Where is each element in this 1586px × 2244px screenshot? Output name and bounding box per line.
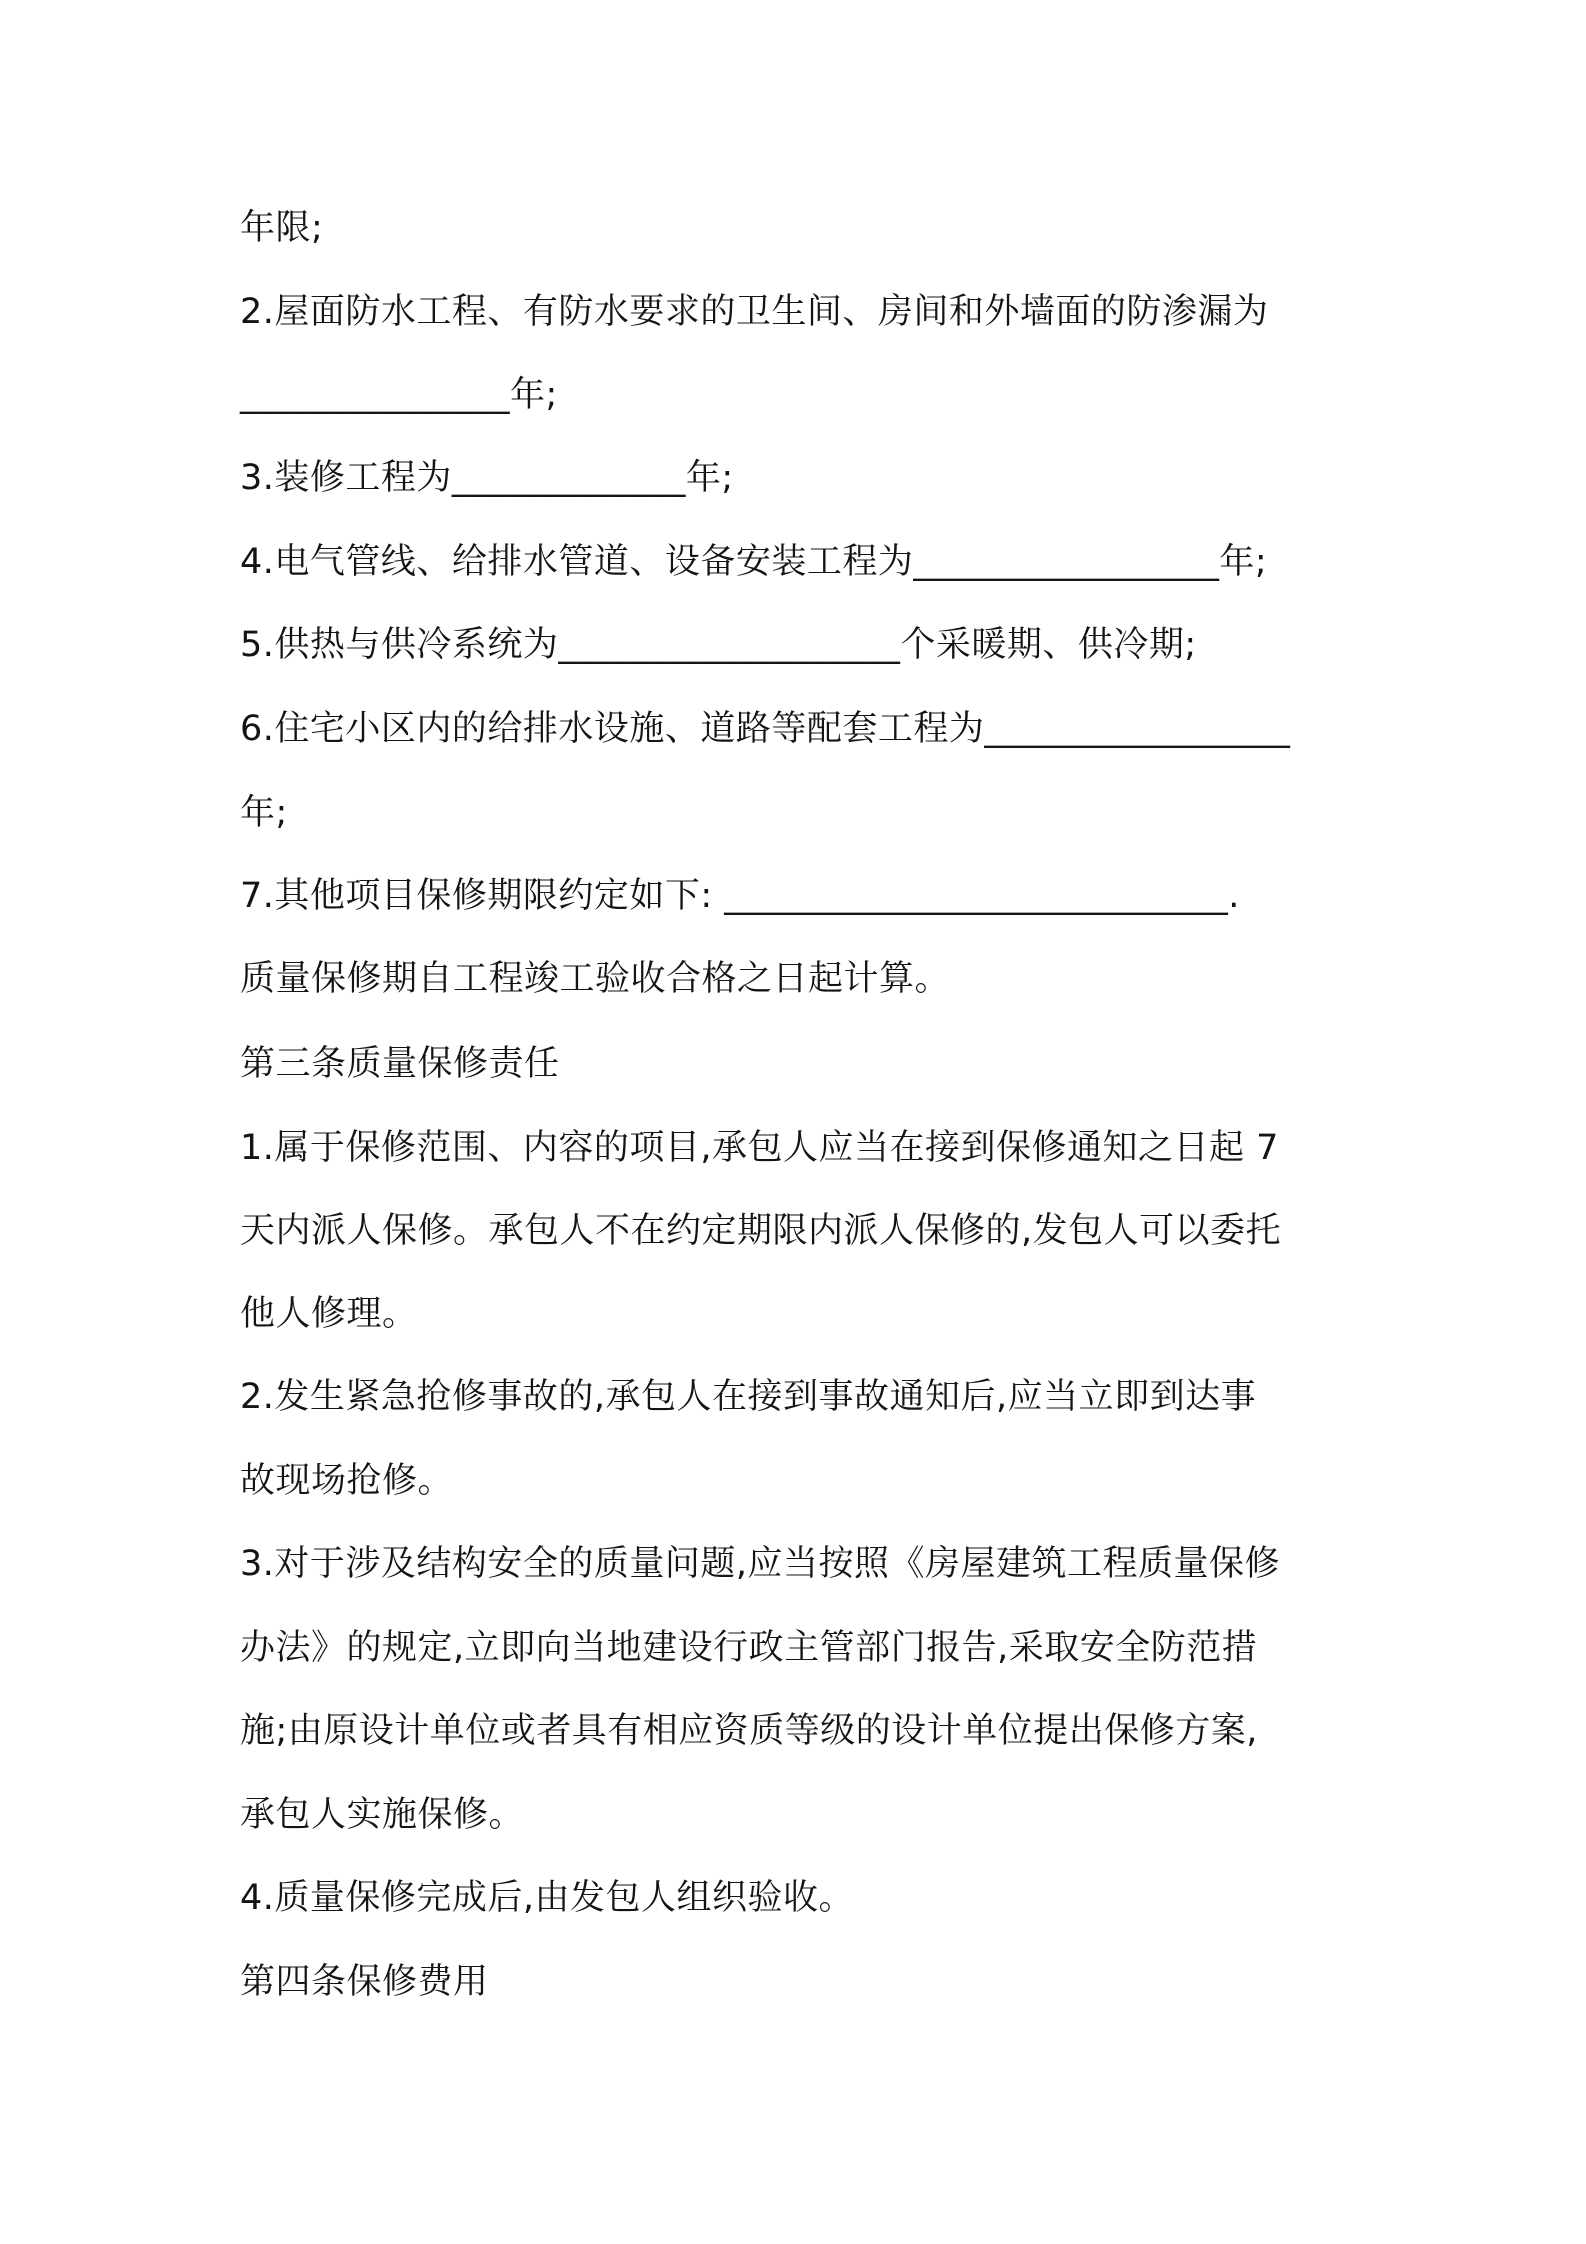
text-line-14: 他人修理。 xyxy=(240,1294,418,1334)
text-line-3: _______________年; xyxy=(240,375,558,415)
text-line-2: 2.屋面防水工程、有防水要求的卫生间、房间和外墙面的防渗漏为 xyxy=(240,292,1269,332)
text-line-19: 施;由原设计单位或者具有相应资质等级的设计单位提出保修方案, xyxy=(240,1711,1258,1751)
text-line-15: 2.发生紧急抢修事故的,承包人在接到事故通知后,应当立即到达事 xyxy=(240,1377,1257,1417)
text-line-12: 1.属于保修范围、内容的项目,承包人应当在接到保修通知之日起 7 xyxy=(240,1128,1279,1168)
section-heading-4: 第四条保修费用 xyxy=(240,1962,489,2002)
text-line-8: 年; xyxy=(240,793,288,833)
text-line-17: 3.对于涉及结构安全的质量问题,应当按照《房屋建筑工程质量保修 xyxy=(240,1544,1281,1584)
text-line-5: 4.电气管线、给排水管道、设备安装工程为_________________年; xyxy=(240,542,1268,582)
section-heading-3: 第三条质量保修责任 xyxy=(240,1044,560,1084)
text-line-1: 年限; xyxy=(240,208,324,248)
text-line-13: 天内派人保修。承包人不在约定期限内派人保修的,发包人可以委托 xyxy=(240,1211,1282,1251)
text-line-21: 4.质量保修完成后,由发包人组织验收。 xyxy=(240,1878,855,1918)
text-line-4: 3.装修工程为_____________年; xyxy=(240,458,734,498)
text-line-9: 7.其他项目保修期限约定如下: ____________________________. xyxy=(240,876,1240,916)
text-line-18: 办法》的规定,立即向当地建设行政主管部门报告,采取安全防范措 xyxy=(240,1628,1258,1668)
text-line-7: 6.住宅小区内的给排水设施、道路等配套工程为_________________ xyxy=(240,709,1291,749)
text-line-10: 质量保修期自工程竣工验收合格之日起计算。 xyxy=(240,959,951,999)
text-line-16: 故现场抢修。 xyxy=(240,1461,454,1501)
text-line-6: 5.供热与供冷系统为___________________个采暖期、供冷期; xyxy=(240,625,1197,665)
text-line-20: 承包人实施保修。 xyxy=(240,1795,525,1835)
